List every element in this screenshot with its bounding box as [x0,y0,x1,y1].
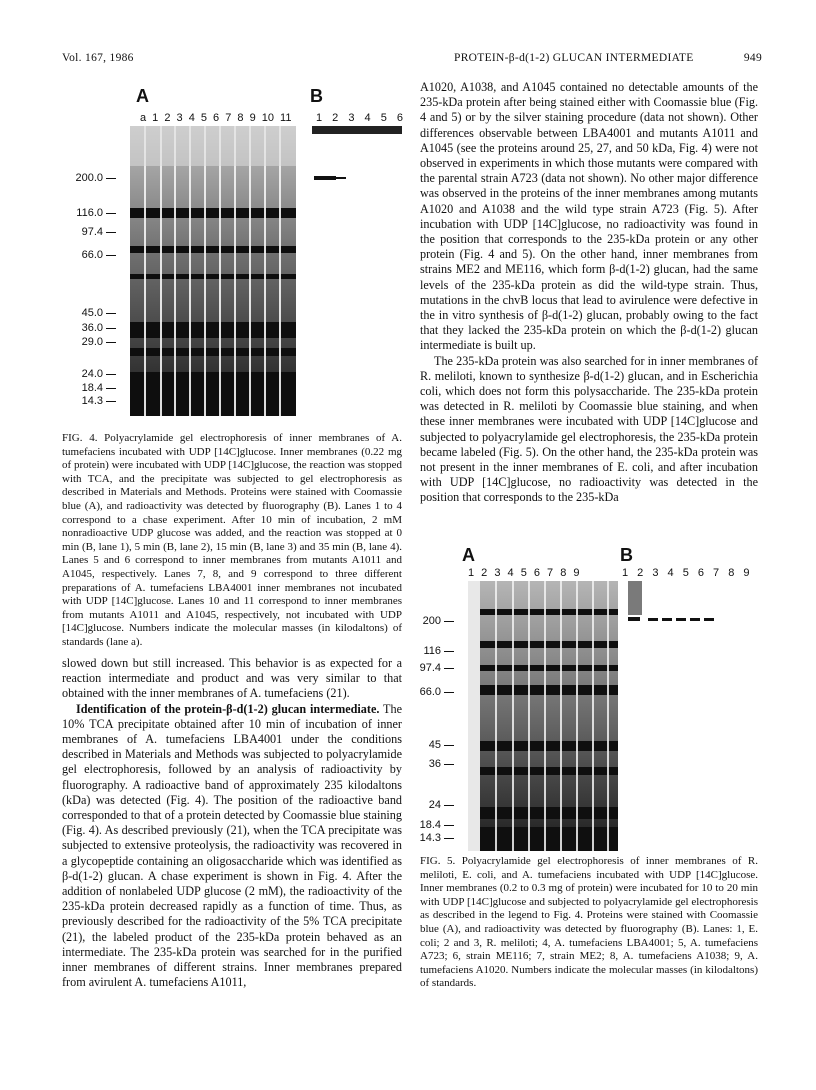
header-volume: Vol. 167, 1986 [62,52,134,64]
left-column [62,656,402,990]
header-page-number: 949 [743,52,762,64]
left-para-1: slowed down but still increased. This behavior is as expected for a reaction intermediate and product and was very similar to that obtained with the inner membranes of A. tumefaciens (21). [62,656,402,701]
fig5-lane-numbers-a: 1 2 3 4 5 6 7 8 9 [468,567,580,579]
fig4-caption: FIG. 4. Polyacrylamide gel electrophoresis of inner membranes of A. tumefaciens incubated with UDP [14C]glucose. Inner membranes (0.22 mg of protein) were incubated with UDP [14C]glucose, the reaction was stopped with TCA, and the precipitate was subjected to gel electrophoresis as described in Materials and Methods. Proteins were stained with Coomassie blue (A), and radioactivity was detected by fluorography (B). Lanes 1 to 4 correspond to a chase experiment. After 10 min of incubation, 2 mM nonradioactive UDP glucose was added, and the reaction was stopped at 0 min (B, lane 1), 5 min (B, lane 2), 15 min (B, lane 3) and 35 min (B, lane 4). Lanes 5 and 6 correspond to inner membranes from mutants A1011 and A1045, respectively. Lanes 7, 8, and 9 correspond to three different preparations of A. tumefaciens LBA4001 inner membranes not incubated with UDP [14C]glucose. Lanes 10 and 11 correspond to inner membranes from mutants A1011 and A1045, respectively, not incubated with UDP [14C]glucose. Numbers indicate the molecular masses (in kilodaltons) of standards (lane a). [62,432,402,648]
fig5-mw-36: 36 [400,758,454,770]
fig5-lane-numbers-b: 1 2 3 4 5 6 7 8 9 [622,567,750,579]
fig5-mw-45: 45 [400,739,454,751]
header-title: PROTEIN-β-d(1-2) GLUCAN INTERMEDIATE [454,52,694,64]
fig4-panel-b-label: B [310,86,323,106]
fig4-mw-36: 36.0 [62,322,116,334]
running-header [62,52,762,70]
fig5-gel-image [464,581,758,851]
fig4-mw-116: 116.0 [62,207,116,219]
fig5-mw-116: 116 [400,645,454,657]
figure-4 [62,86,402,436]
right-column [420,80,758,506]
fig4-lane-numbers-a: a 1 2 3 4 5 6 7 8 9 10 11 [140,112,292,124]
fig5-caption: FIG. 5. Polyacrylamide gel electrophoresis of inner membranes of R. meliloti, E. coli, and A. tumefaciens incubated with UDP [14C]glucose. Inner membranes (0.2 to 0.3 mg of protein) were incubated for 10 to 20 min with UDP [14C]glucose and subjected to polyacrylamide gel electrophoresis as described in the legend to Fig. 4. Proteins were stained with Coomassie blue (A), and radioactivity was detected by fluorography (B). Lanes: 1, E. coli; 2 and 3, R. meliloti; 4, A. tumefaciens LBA4001; 5, A. tumefaciens A723; 6, strain ME116; 7, strain ME2; 8, A. tumefaciens A1038; 9, A. tumefaciens A1020. Numbers indicate the molecular masses (in kilodaltons) of standards. [420,855,758,990]
fig5-mw-97-4: 97.4 [400,662,454,674]
section-heading: Identification of the protein-β-d(1-2) glucan intermediate. [76,701,380,716]
fig5-panel-b-label: B [620,545,633,565]
fig4-mw-24: 24.0 [62,368,116,380]
left-para-2: Identification of the protein-β-d(1-2) glucan intermediate. The 10% TCA precipitate obtained after 10 min of incubation of inner membranes of A. tumefaciens LBA4001 under the conditions described in Materials and Methods was subjected to polyacrylamide gel electrophoresis, followed by an analysis of radioactivity by fluorography. A radioactive band of approximately 235 kilodaltons (kDa) was detected (Fig. 4). The position of the radioactive band corresponded to that of a protein detected by Coomassie blue staining (Fig. 4). As described previously (21), when the TCA precipitate was subjected to extensive proteolysis, the radioactivity was recovered in a glycopeptide containing an oligosaccharide which was identified as β-d(1-2) glucan. A chase experiment is shown in Fig. 4. After the addition of nonlabeled UDP glucose (2 mM), the radioactivity of the 235-kDa protein decreased rapidly as a function of time. Thus, as previously described for the radioactivity of the 5% TCA precipitate (21), the labeled product of the 235-kDa protein behaved as an intermediate. The 235-kDa protein was searched for in the purified inner membranes of different strains. Inner membranes prepared from avirulent A. tumefaciens A1011, [62,701,402,990]
fig4-mw-14-3: 14.3 [62,395,116,407]
fig4-lane-numbers-b: 1 2 3 4 5 6 [316,112,403,124]
fig4-gel-image [124,126,402,416]
fig4-mw-18-4: 18.4 [62,382,116,394]
fig4-mw-66: 66.0 [62,249,116,261]
fig4-panel-a-label: A [136,86,149,106]
fig5-mw-18-4: 18.4 [400,819,454,831]
fig4-mw-29: 29.0 [62,336,116,348]
fig4-mw-45: 45.0 [62,307,116,319]
fig5-mw-14-3: 14.3 [400,832,454,844]
figure-5 [420,545,758,850]
right-para-2: The 235-kDa protein was also searched for in inner membranes of R. meliloti, known to synthesize β-d(1-2) glucan, and in Escherichia coli, which does not form this polysaccharide. The 235-kDa protein was detected in R. meliloti by Coomassie blue staining, and when these inner membranes were incubated with UDP [14C]glucose and subjected to polyacrylamide gel electrophoresis, the 235-kDa protein became labeled (Fig. 5). On the other hand, the 235-kDa protein was not present in the inner membranes of E. coli, and after incubation with UDP [14C]glucose, no radioactivity was detected in the position that corresponds to the 235-kDa [420,353,758,505]
fig4-mw-97-4: 97.4 [62,226,116,238]
fig5-panel-a-label: A [462,545,475,565]
fig5-mw-200: 200 [400,615,454,627]
fig5-mw-66: 66.0 [400,686,454,698]
fig4-mw-200: 200.0 [62,172,116,184]
right-para-1: A1020, A1038, and A1045 contained no detectable amounts of the 235-kDa protein after being stained either with Coomassie blue (Fig. 4 and 5) or by the silver staining procedure (data not shown). Other differences observable between LBA4001 and mutants A1011 and A1045 (see the proteins around 25, 27, and 50 kDa, Fig. 4) were not observed in experiments in which those mutants were compared with the parental strain A723 (data not shown). No other major difference was observed in the proteins of the inner membranes among mutants A1020 and A1038 and the wild type strain A723 (Fig. 5). After incubation with UDP [14C]glucose, no radioactivity was found in the position that corresponds to the 235-kDa protein or any other protein (Fig. 4 and 5). On the other hand, inner membranes from strains ME2 and ME116, which form β-d(1-2) glucan, had the same levels of the 235-kDa protein as did the wild-type strain. Thus, mutations in the chvB locus that lead to avirulence were defective in the in vitro synthesis of β-d(1-2) glucan, probably owing to the fact that they lacked the 235-kDa protein on which the β-d(1-2) glucan intermediate is built up. [420,80,758,353]
fig5-mw-24: 24 [400,799,454,811]
